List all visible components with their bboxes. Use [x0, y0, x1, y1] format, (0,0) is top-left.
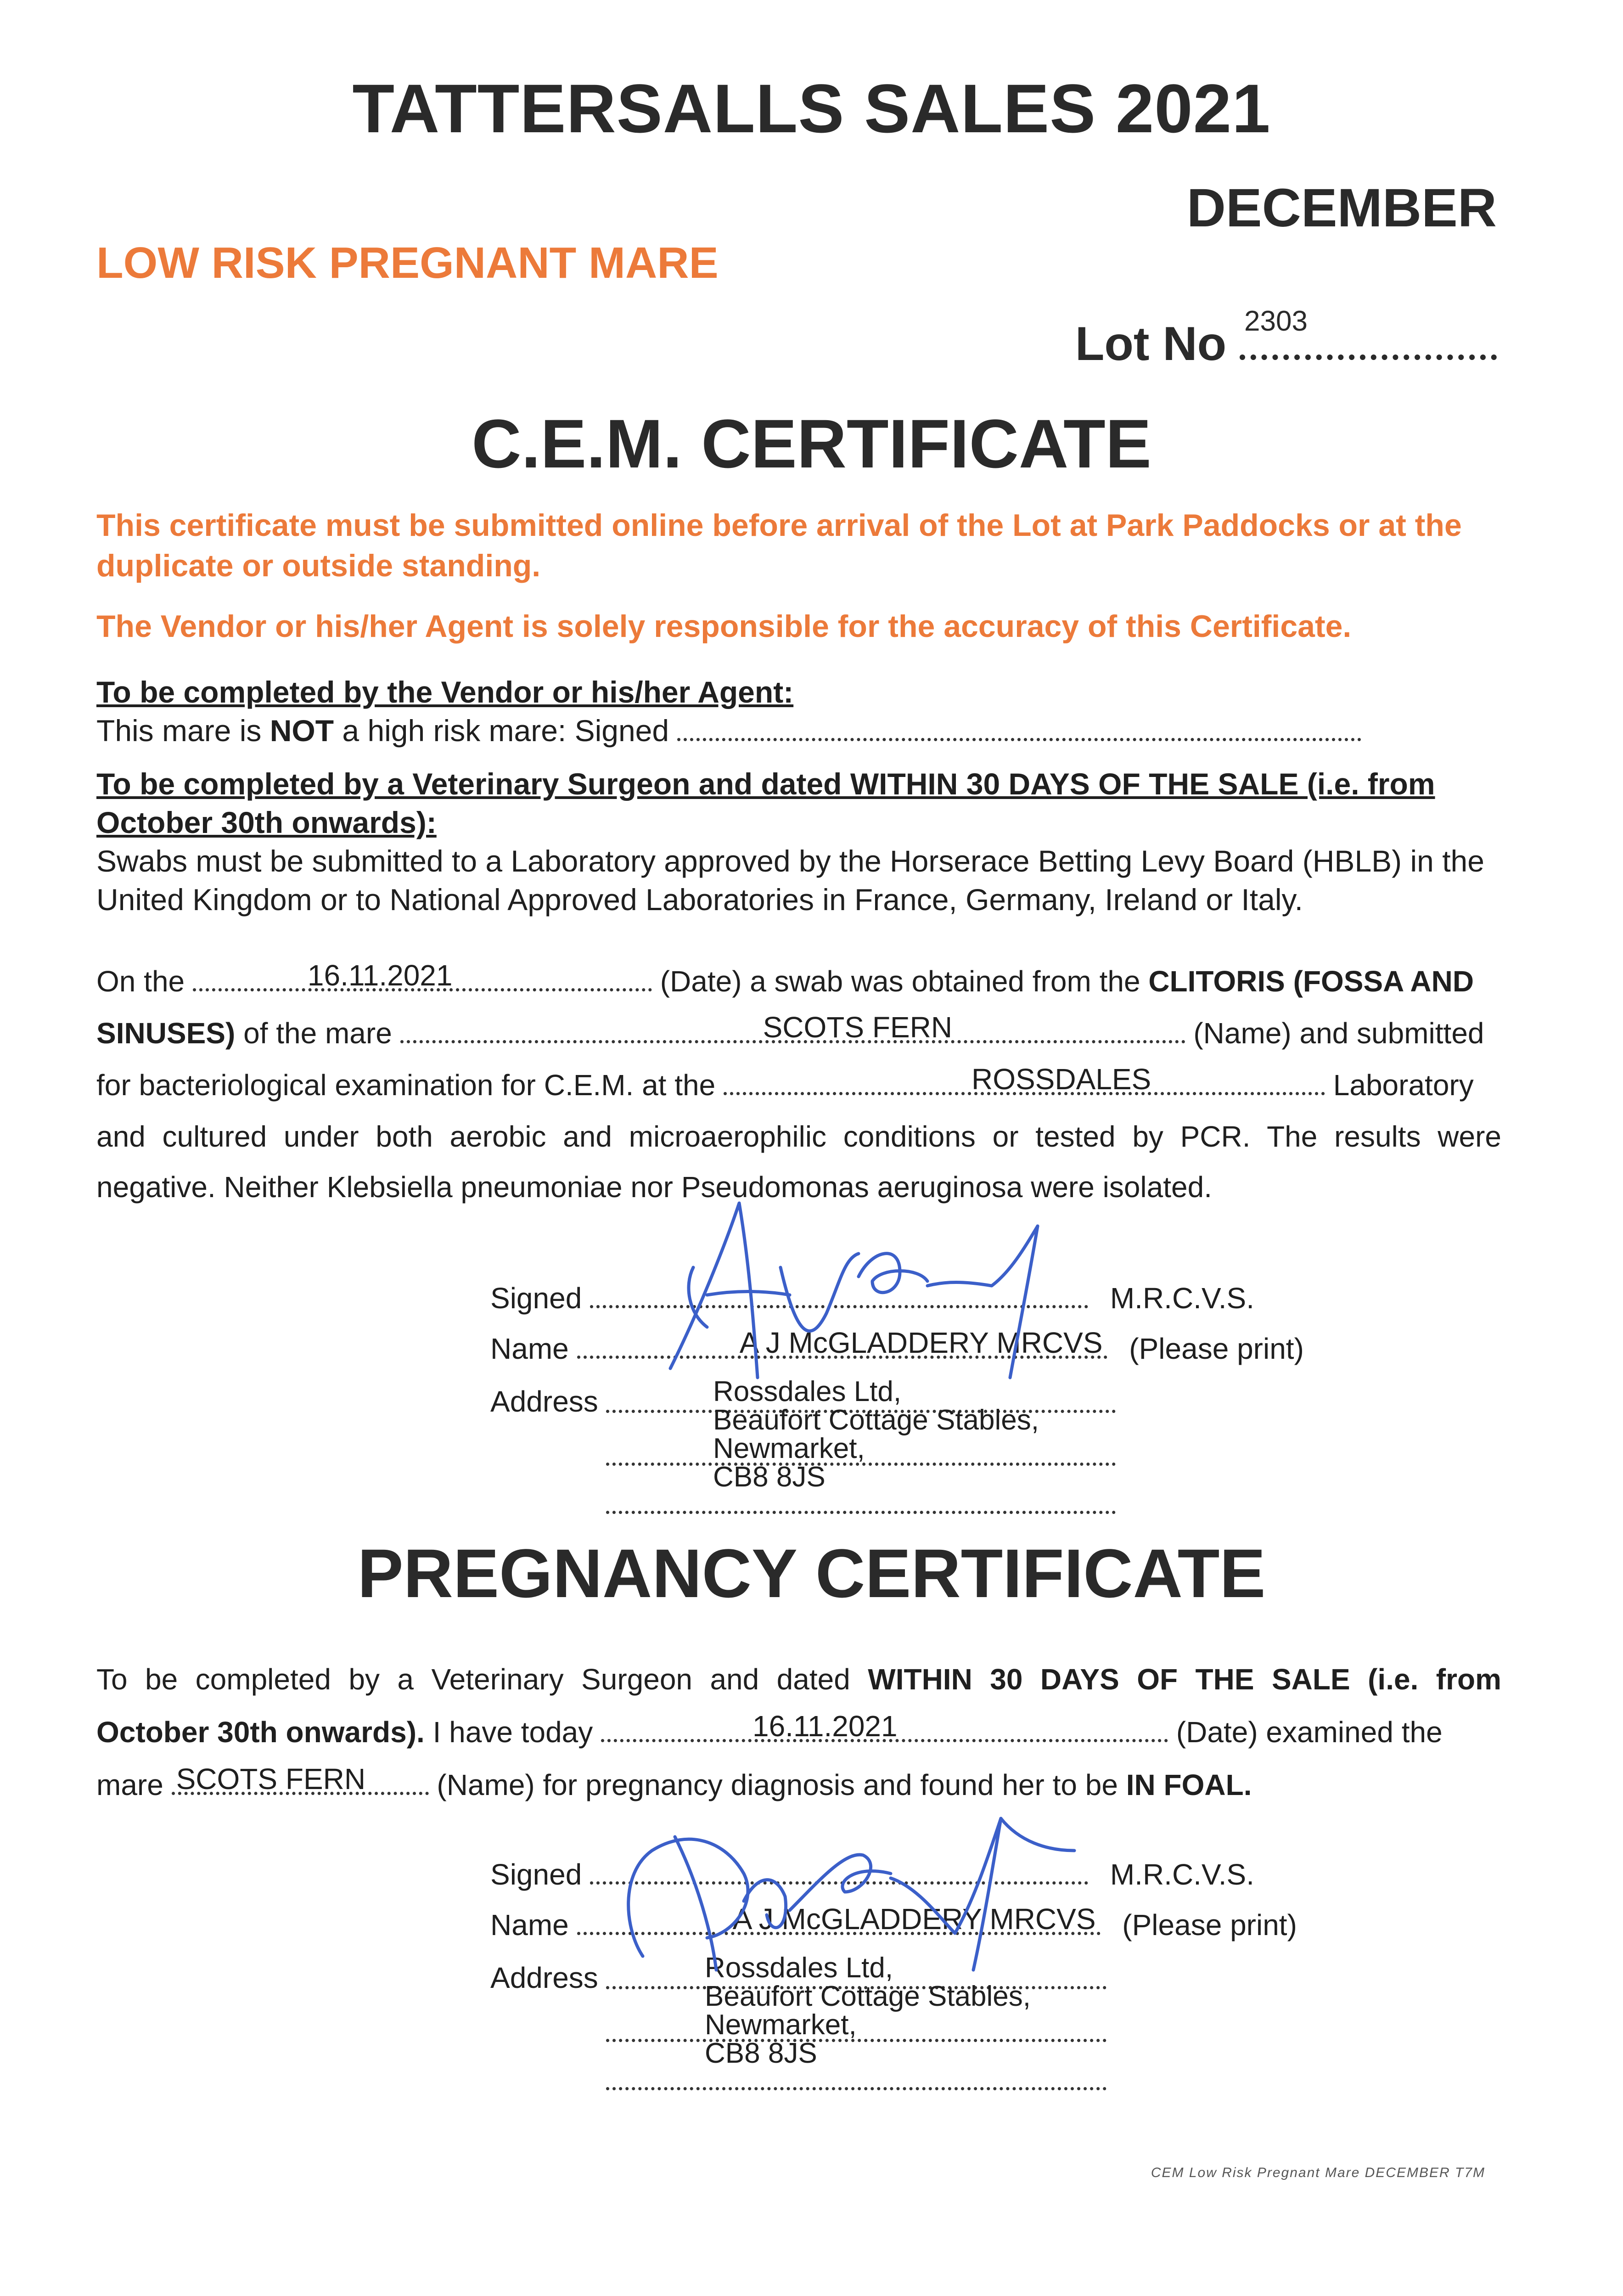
preg-line1-bold: WITHIN 30 DAYS OF THE SALE (i.e. from: [868, 1663, 1502, 1696]
cem-address-field[interactable]: [713, 1378, 1039, 1491]
on-the-label: On the: [96, 965, 185, 998]
cem-address-line-3: Newmarket,: [713, 1433, 865, 1464]
vet-heading: To be completed by a Veterinary Surgeon and dated WITHIN 30 DAYS OF THE SALE (i.e. from October 30th onwards):: [96, 767, 1435, 839]
preg-address-line-3: Newmarket,: [705, 2009, 857, 2041]
in-foal-result: IN FOAL.: [1126, 1768, 1252, 1801]
preg-line1-pre: To be completed by a Veterinary Surgeon and dated: [96, 1663, 850, 1696]
mare-category: LOW RISK PREGNANT MARE: [96, 238, 719, 287]
cem-certificate-title: C.E.M. CERTIFICATE: [472, 405, 1151, 482]
vendor-line-not: NOT: [270, 714, 334, 748]
cem-address-dotline-3: [606, 1511, 1116, 1514]
lab-name-field[interactable]: [724, 1063, 1325, 1096]
preg-address-dotline-3: [606, 2087, 1106, 2090]
swab-row-3: [96, 1063, 1501, 1102]
preg-line2-text: I have today: [432, 1716, 593, 1749]
preg-line3-pre: mare: [96, 1768, 163, 1801]
cem-vet-name: A J McGLADDERY MRCVS: [739, 1326, 1103, 1359]
cem-address-label: Address: [490, 1385, 598, 1418]
preg-address-line-1: Rossdales Ltd,: [705, 1952, 893, 1984]
cem-address-line-4: CB8 8JS: [713, 1461, 826, 1493]
sinuses-text: SINUSES): [96, 1017, 236, 1050]
swab-date: 16.11.2021: [307, 959, 453, 992]
cem-mare-name: SCOTS FERN: [763, 1011, 953, 1044]
preg-address-line-2: Beaufort Cottage Stables,: [705, 1981, 1031, 2012]
preg-vet-name: A J McGLADDERY MRCVS: [732, 1902, 1096, 1936]
lot-value: 2303: [1244, 305, 1308, 337]
vendor-line-post: a high risk mare: Signed: [334, 714, 669, 748]
vet-section: [96, 765, 1501, 919]
submission-notice: This certificate must be submitted online before arrival of the Lot at Park Paddocks or at the duplicate or outside standing.: [96, 508, 1462, 583]
cultured-text: and cultured under both aerobic and microaerophilic conditions or tested by PCR. The results were: [96, 1120, 1501, 1153]
of-the-mare-label: of the mare: [243, 1017, 392, 1050]
bacteriological-text: for bacteriological examination for C.E.M. at the: [96, 1069, 716, 1102]
responsibility-notice: The Vendor or his/her Agent is solely responsible for the accuracy of this Certificate.: [96, 609, 1352, 644]
form-code: CEM Low Risk Pregnant Mare DECEMBER T7M: [1151, 2165, 1485, 2180]
cem-signed-label: Signed: [490, 1282, 582, 1315]
cem-please-print: (Please print): [1129, 1332, 1304, 1365]
preg-exam-date: 16.11.2021: [753, 1710, 898, 1743]
preg-address-label: Address: [490, 1961, 598, 1994]
preg-line2-post: (Date) examined the: [1176, 1716, 1443, 1749]
lot-value-field[interactable]: [1240, 305, 1497, 360]
sale-month: DECEMBER: [1186, 178, 1497, 238]
cem-address-line-1: Rossdales Ltd,: [713, 1376, 902, 1407]
date-text: (Date) a swab was obtained from the: [660, 965, 1140, 998]
preg-line2-bold: October 30th onwards).: [96, 1716, 425, 1749]
page-title: TATTERSALLS SALES 2021: [352, 70, 1271, 147]
pregnancy-certificate-title: PREGNANCY CERTIFICATE: [357, 1535, 1266, 1612]
swab-row-1: [96, 959, 1501, 998]
preg-exam-date-field[interactable]: [601, 1710, 1168, 1743]
lab-name: ROSSDALES: [971, 1063, 1151, 1096]
preg-mare-name-field[interactable]: [172, 1762, 429, 1795]
lot-label: Lot No: [1075, 317, 1227, 371]
preg-mare-name: SCOTS FERN: [176, 1762, 366, 1795]
preg-mrcvs-label: M.R.C.V.S.: [1110, 1858, 1254, 1891]
cem-mare-name-field[interactable]: [400, 1011, 1185, 1044]
swab-date-field[interactable]: [193, 959, 652, 992]
preg-line3-post: (Name) for pregnancy diagnosis and found her to be: [437, 1768, 1118, 1801]
preg-please-print: (Please print): [1122, 1908, 1297, 1941]
cem-handwritten-signature: [643, 1176, 1102, 1387]
name-submitted-text: (Name) and submitted: [1193, 1017, 1484, 1050]
laboratory-label: Laboratory: [1333, 1069, 1474, 1102]
cem-address-line-2: Beaufort Cottage Stables,: [713, 1404, 1039, 1436]
cem-mrcvs-label: M.R.C.V.S.: [1110, 1282, 1254, 1315]
preg-signed-label: Signed: [490, 1858, 582, 1891]
preg-address-line-4: CB8 8JS: [705, 2037, 817, 2069]
swab-requirements: Swabs must be submitted to a Laboratory approved by the Horserace Betting Levy Board (HBLB) in the United Kingdom or to National Approved Laboratories in France, Germany, Ireland or Italy.: [96, 844, 1484, 917]
swab-row-2: [96, 1011, 1501, 1050]
preg-handwritten-signature: [606, 1782, 1134, 1975]
negative-text: negative. Neither Klebsiella pneumoniae nor Pseudomonas aeruginosa were isolated.: [96, 1171, 1212, 1204]
clitoris-text: CLITORIS (FOSSA AND: [1148, 965, 1474, 998]
vendor-heading: To be completed by the Vendor or his/her Agent:: [96, 675, 794, 709]
vendor-signature-field[interactable]: [677, 733, 1361, 741]
cem-name-label: Name: [490, 1332, 569, 1365]
preg-name-label: Name: [490, 1908, 569, 1941]
vendor-section: [96, 673, 1501, 750]
preg-line-1: [96, 1662, 1501, 1696]
preg-line-2: [96, 1710, 1501, 1749]
vendor-line-pre: This mare is: [96, 714, 270, 748]
lot-number: [1075, 305, 1497, 371]
